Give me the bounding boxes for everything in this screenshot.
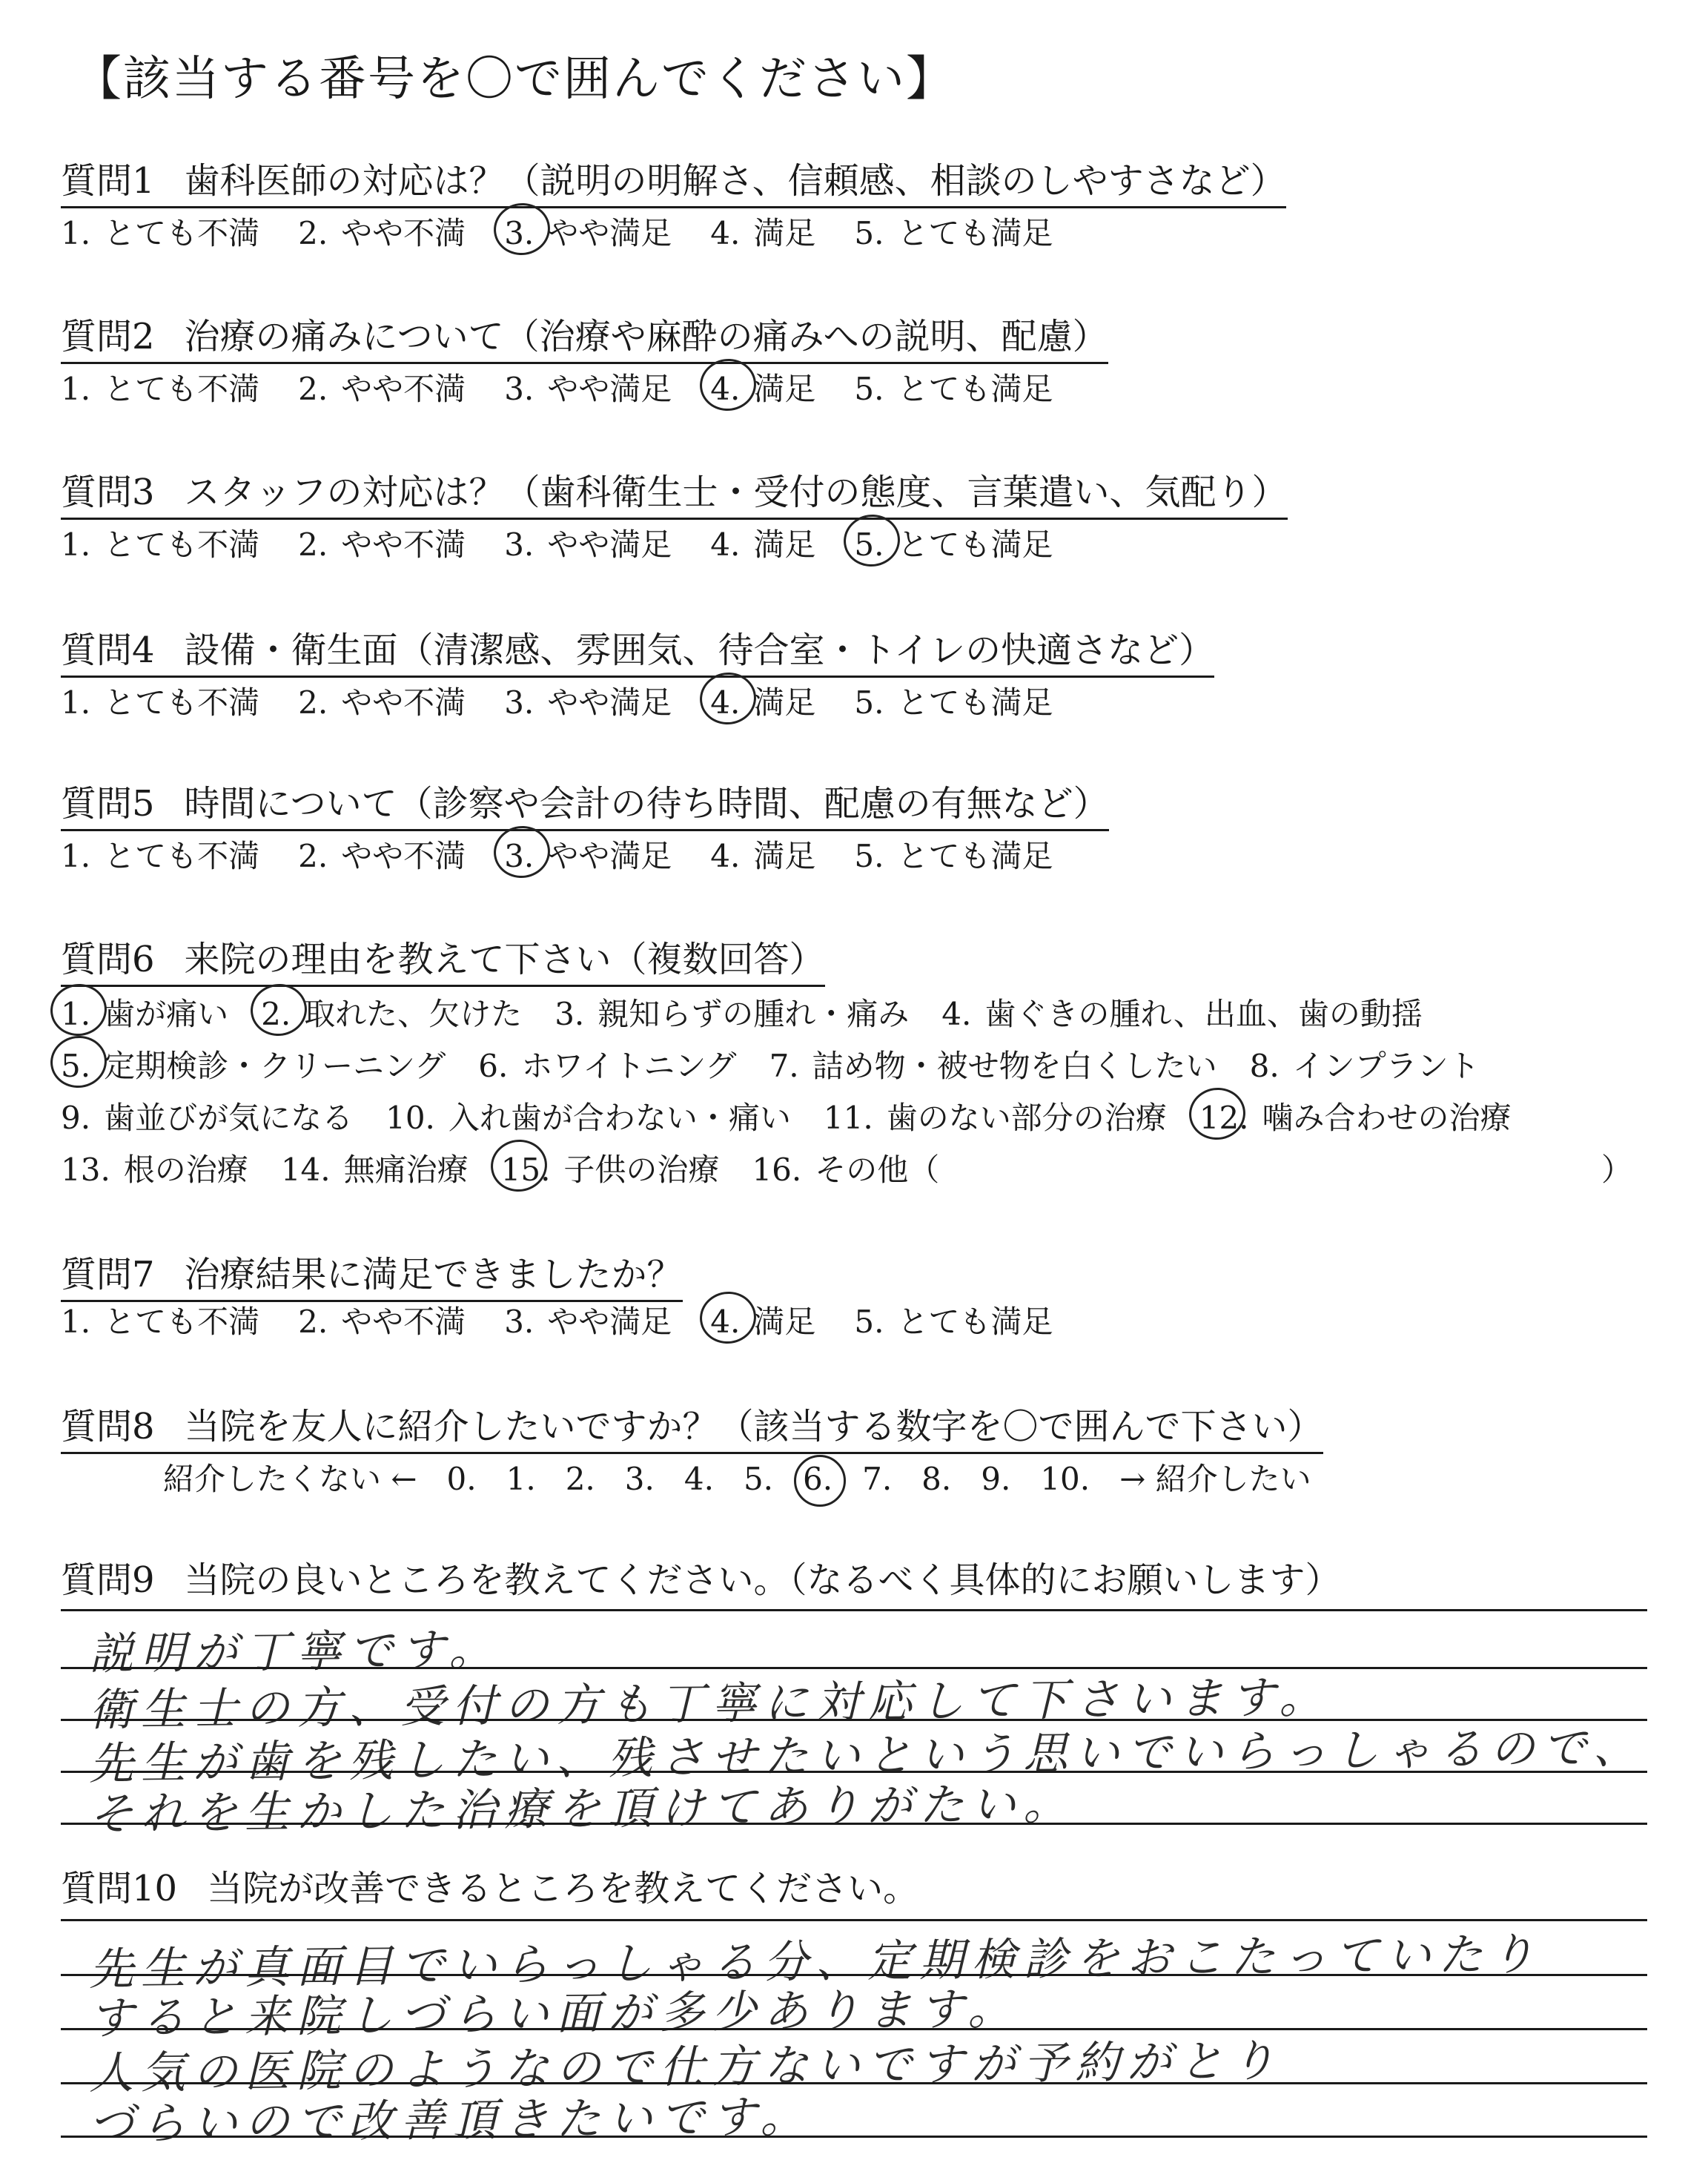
option-number: 16. [752, 1152, 802, 1188]
scale-value: 1. [506, 1461, 536, 1497]
answer-row-3 [61, 521, 1091, 565]
option-3 [504, 678, 672, 723]
option-1 [61, 832, 259, 876]
reason-option [769, 1042, 1217, 1086]
scale-value: 3. [624, 1461, 655, 1497]
question-3 [61, 463, 1288, 520]
option-5-circled [854, 521, 1053, 565]
option-number: 5. [854, 684, 884, 721]
handwritten-line: 人気の医院のようなので仕方ないですが予約がとり [88, 2035, 1283, 2100]
question-number: 質問9 [61, 1559, 155, 1601]
option-number: 5. [854, 1304, 884, 1340]
option-label: 入れ歯が合わない・痛い [448, 1100, 791, 1136]
answer-row-2 [61, 365, 1091, 409]
scale-value: 0. [446, 1461, 477, 1497]
question-number: 質問8 [61, 1406, 155, 1447]
handwritten-line: 先生が真面目でいらっしゃる分、定期検診をおこたっていたり [88, 1928, 1543, 1996]
option-number: 2. [298, 1304, 328, 1340]
question-text: 当院を友人に紹介したいですか？（該当する数字を〇で囲んで下さい） [184, 1406, 1323, 1447]
reason-option [281, 1146, 469, 1190]
option-number: 10. [385, 1100, 435, 1136]
option-label: 子供の治療 [563, 1152, 720, 1188]
option-number: 1. [61, 684, 91, 721]
option-number: 8. [1249, 1048, 1280, 1084]
reason-option-circled [61, 990, 228, 1034]
option-3 [504, 1298, 672, 1342]
answer-rule [61, 2082, 1647, 2084]
option-number: 1. [61, 526, 91, 563]
option-label: とても不満 [104, 526, 260, 563]
scale-right-label: → 紹介したい [1119, 1461, 1311, 1497]
option-label: やや不満 [341, 215, 466, 251]
handwritten-line: 先生が歯を残したい、残させたいという思いでいらっしゃるので、 [88, 1722, 1646, 1790]
option-label: その他（ [815, 1152, 940, 1188]
option-2 [298, 1298, 466, 1342]
option-label: 歯が痛い [104, 996, 229, 1032]
option-number: 5. [854, 526, 884, 563]
option-label: 詰め物・被せ物を白くしたい [812, 1048, 1217, 1084]
reason-option [555, 990, 909, 1034]
option-label: 歯並びが気になる [104, 1100, 354, 1136]
reason-row-2 [61, 1042, 1512, 1086]
option-label: とても不満 [104, 215, 260, 251]
answer-row-7 [61, 1298, 1091, 1342]
option-number: 3. [555, 996, 585, 1032]
question-number: 質問4 [61, 630, 155, 671]
option-3-circled [504, 209, 672, 254]
option-label: とても不満 [104, 684, 260, 721]
option-1 [61, 209, 259, 254]
question-number: 質問3 [61, 472, 155, 513]
option-5 [854, 365, 1053, 409]
reason-option [941, 990, 1423, 1034]
scale-value: 10. [1040, 1461, 1090, 1497]
option-number: 3. [504, 1304, 534, 1340]
option-number: 2. [298, 371, 328, 407]
option-number: 6. [478, 1048, 509, 1084]
option-number: 4. [710, 371, 741, 407]
question-5 [61, 775, 1109, 831]
option-label: 噛み合わせの治療 [1262, 1100, 1512, 1136]
option-number: 3. [504, 684, 534, 721]
answer-rule [61, 1609, 1647, 1611]
option-number: 13. [61, 1152, 110, 1188]
question-text: 歯科医師の対応は？（説明の明解さ、信頼感、相談のしやすさなど） [184, 160, 1286, 202]
question-number: 質問5 [61, 783, 155, 825]
option-number: 12. [1199, 1100, 1249, 1136]
option-label: インプラント [1292, 1048, 1480, 1084]
question-number: 質問6 [61, 939, 155, 980]
option-number: 1. [61, 996, 91, 1032]
question-text: 設備・衛生面（清潔感、雰囲気、待合室・トイレの快適さなど） [184, 630, 1215, 671]
other-close-paren: ） [1601, 1152, 1633, 1188]
option-2 [298, 209, 466, 254]
option-label: 歯のない部分の治療 [886, 1100, 1167, 1136]
option-label: やや不満 [341, 684, 466, 721]
option-number: 5. [854, 371, 884, 407]
answer-row-4 [61, 678, 1091, 723]
question-text: 当院の良いところを教えてください。（なるべく具体的にお願いします） [184, 1559, 1341, 1601]
question-8 [61, 1398, 1323, 1454]
option-5 [854, 1298, 1053, 1342]
question-2 [61, 308, 1108, 364]
option-label: やや満足 [547, 838, 672, 874]
scale-value: 9. [981, 1461, 1011, 1497]
handwritten-line: 説明が丁寧です。 [88, 1624, 501, 1680]
question-text: 来院の理由を教えて下さい（複数回答） [184, 939, 825, 980]
option-label: やや満足 [547, 1304, 672, 1340]
option-number: 9. [61, 1100, 91, 1136]
option-label: とても満足 [897, 526, 1053, 563]
option-label: 定期検診・クリーニング [104, 1048, 446, 1084]
option-5 [854, 832, 1053, 876]
option-1 [61, 1298, 259, 1342]
option-number: 3. [504, 215, 534, 251]
option-label: やや満足 [547, 215, 672, 251]
option-number: 1. [61, 838, 91, 874]
reason-option [478, 1042, 736, 1086]
option-label: やや満足 [547, 684, 672, 721]
option-label: 歯ぐきの腫れ、出血、歯の動揺 [984, 996, 1423, 1032]
scale-value: 4. [683, 1461, 714, 1497]
option-number: 4. [710, 526, 741, 563]
option-1 [61, 678, 259, 723]
answer-rule [61, 1823, 1647, 1825]
option-number: 2. [298, 215, 328, 251]
page-title: 【該当する番号を〇で囲んでください】 [74, 52, 955, 107]
option-label: やや不満 [341, 526, 466, 563]
option-1 [61, 365, 259, 409]
option-number: 15. [500, 1152, 551, 1188]
option-label: 取れた、欠けた [304, 996, 523, 1032]
question-10 [61, 1860, 918, 1914]
option-number: 4. [710, 1304, 741, 1340]
answer-row-5 [61, 832, 1091, 876]
option-label: とても満足 [897, 215, 1053, 251]
question-7 [61, 1246, 683, 1302]
option-2 [298, 678, 466, 723]
option-number: 3. [504, 838, 534, 874]
question-6 [61, 931, 825, 987]
question-number: 質問2 [61, 316, 155, 357]
option-label: とても満足 [897, 1304, 1053, 1340]
option-number: 1. [61, 1304, 91, 1340]
reason-option [824, 1094, 1167, 1138]
option-5 [854, 209, 1053, 254]
option-5 [854, 678, 1053, 723]
question-9 [61, 1551, 1341, 1605]
option-label: 満足 [753, 684, 816, 721]
option-label: とても不満 [104, 838, 260, 874]
option-number: 1. [61, 371, 91, 407]
question-number: 質問1 [61, 160, 155, 202]
question-4 [61, 621, 1214, 678]
option-label: とても満足 [897, 838, 1053, 874]
option-4 [710, 521, 815, 565]
option-3-circled [504, 832, 672, 876]
option-label: 満足 [753, 215, 816, 251]
question-text: スタッフの対応は？（歯科衛生士・受付の態度、言葉遣い、気配り） [184, 472, 1288, 513]
question-text: 治療の痛みについて（治療や麻酔の痛みへの説明、配慮） [184, 316, 1108, 357]
scale-value: 2. [565, 1461, 595, 1497]
option-2 [298, 521, 466, 565]
reason-option [61, 1094, 353, 1138]
handwritten-line: すると来院しづらい面が多少あります。 [88, 1983, 1020, 2045]
option-number: 5. [854, 838, 884, 874]
reason-option-circled [61, 1042, 446, 1086]
option-number: 4. [710, 684, 741, 721]
option-number: 3. [504, 371, 534, 407]
option-label: やや満足 [547, 526, 672, 563]
option-number: 2. [298, 838, 328, 874]
option-4 [710, 832, 815, 876]
option-2 [298, 365, 466, 409]
option-label: 満足 [753, 838, 816, 874]
option-label: とても不満 [104, 371, 260, 407]
option-number: 4. [710, 215, 741, 251]
question-1 [61, 152, 1286, 208]
handwritten-line: それを生かした治療を頂けてありがたい。 [88, 1778, 1076, 1840]
option-number: 14. [280, 1152, 331, 1188]
reason-row-3 [61, 1094, 1544, 1138]
option-number: 5. [61, 1048, 91, 1084]
reason-option-circled [1199, 1094, 1512, 1138]
reason-option [385, 1094, 791, 1138]
scale-value-circled: 6. [803, 1461, 833, 1497]
option-number: 11. [823, 1100, 873, 1136]
reason-option [61, 1146, 248, 1190]
reason-option-circled [501, 1146, 720, 1190]
option-label: 根の治療 [123, 1152, 248, 1188]
option-label: ホワイトニング [521, 1048, 737, 1084]
reason-option [1250, 1042, 1480, 1086]
option-3 [504, 521, 672, 565]
option-label: やや不満 [341, 1304, 466, 1340]
handwritten-line: 衛生士の方、受付の方も丁寧に対応して下さいます。 [88, 1671, 1331, 1737]
reason-option-circled [261, 990, 522, 1034]
option-1 [61, 521, 259, 565]
option-4-circled [710, 1298, 815, 1342]
question-text: 時間について（診察や会計の待ち時間、配慮の有無など） [184, 783, 1109, 825]
option-number: 2. [261, 996, 291, 1032]
reason-option [752, 1146, 939, 1190]
option-label: とても不満 [104, 1304, 260, 1340]
option-number: 2. [298, 526, 328, 563]
option-label: とても満足 [897, 684, 1053, 721]
answer-rule [61, 2136, 1647, 2138]
option-4 [710, 209, 815, 254]
option-4-circled [710, 365, 815, 409]
handwritten-line: づらいので改善頂きたいです。 [88, 2090, 812, 2151]
recommend-scale [163, 1455, 1341, 1499]
option-label: 親知らずの腫れ・痛み [598, 996, 910, 1032]
option-label: とても満足 [897, 371, 1053, 407]
reason-row-1 [61, 990, 1455, 1034]
answer-row-1 [61, 209, 1091, 254]
scale-left-label: 紹介したくない ← [163, 1461, 417, 1497]
option-number: 5. [854, 215, 884, 251]
option-label: やや不満 [341, 371, 466, 407]
option-label: やや満足 [547, 371, 672, 407]
option-label: 満足 [753, 1304, 816, 1340]
option-3 [504, 365, 672, 409]
option-label: 無痛治療 [343, 1152, 469, 1188]
question-number: 質問7 [61, 1254, 155, 1295]
question-text: 当院が改善できるところを教えてください。 [207, 1868, 919, 1909]
scale-value: 7. [862, 1461, 893, 1497]
option-number: 4. [710, 838, 741, 874]
option-number: 7. [769, 1048, 799, 1084]
option-label: 満足 [753, 371, 816, 407]
option-4-circled [710, 678, 815, 723]
option-number: 1. [61, 215, 91, 251]
option-number: 2. [298, 684, 328, 721]
reason-row-4 [61, 1146, 972, 1190]
option-number: 3. [504, 526, 534, 563]
option-label: やや不満 [341, 838, 466, 874]
option-label: 満足 [753, 526, 816, 563]
scale-value: 8. [921, 1461, 952, 1497]
question-text: 治療結果に満足できましたか？ [184, 1254, 683, 1295]
option-number: 4. [941, 996, 972, 1032]
option-2 [298, 832, 466, 876]
question-number: 質問10 [61, 1868, 178, 1909]
scale-value: 5. [743, 1461, 774, 1497]
